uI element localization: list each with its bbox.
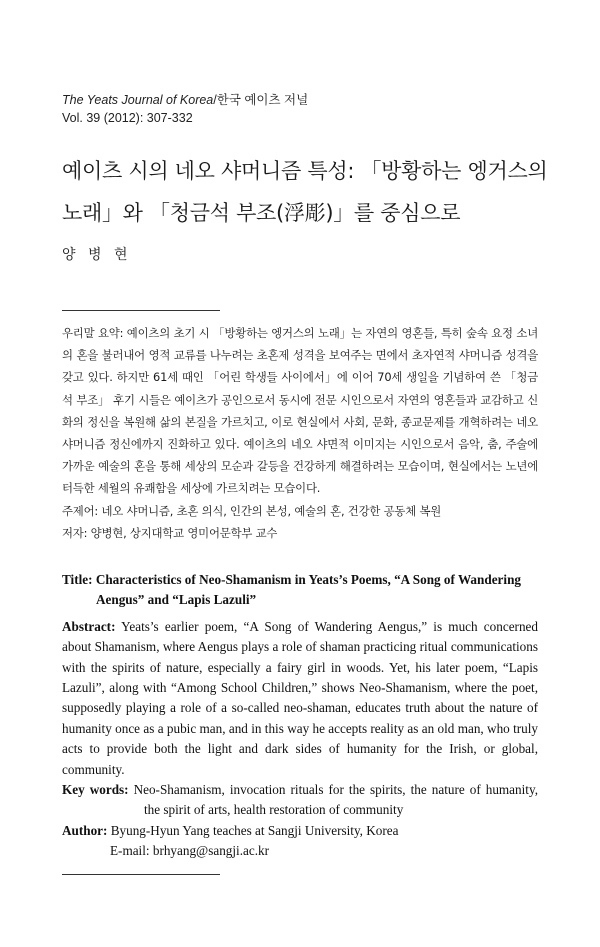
journal-name-ko: /한국 예이츠 저널 — [213, 93, 309, 107]
english-author-label: Author: — [62, 822, 108, 838]
paper-title-ko: 예이츠 시의 네오 샤머니즘 특성: 「방황하는 엥거스의 노래」와 「청금석 부조(浮彫)」를 중심으로 — [62, 159, 548, 225]
english-abstract-label: Abstract: — [62, 618, 116, 634]
journal-name-line — [62, 91, 308, 109]
divider-top — [62, 310, 220, 311]
english-keywords-text: Neo-Shamanism, invocation rituals for the spirits, the nature of humanity, the spirit of arts, health restoration of community — [128, 782, 538, 818]
english-email: E-mail: brhyang@sangji.ac.kr — [110, 843, 269, 859]
english-title-label: Title: — [62, 572, 93, 587]
english-keywords — [62, 780, 538, 821]
divider-bottom — [62, 874, 220, 875]
korean-summary-label: 우리말 요약: — [62, 326, 124, 340]
english-author — [62, 821, 538, 841]
english-title-text: Characteristics of Neo-Shamanism in Yeats’s Poems, “A Song of Wandering Aengus” and “Lapis Lazuli” — [92, 572, 521, 608]
english-keywords-label: Key words: — [62, 782, 129, 798]
korean-summary — [62, 322, 538, 500]
korean-author-text: 양병현, 상지대학교 영미어문학부 교수 — [87, 525, 278, 540]
english-title — [62, 570, 538, 611]
journal-header — [62, 91, 308, 127]
korean-keywords — [62, 500, 538, 522]
korean-author — [62, 522, 538, 544]
english-abstract-section — [62, 570, 538, 862]
english-abstract-text: Yeats’s earlier poem, “A Song of Wandering Aengus,” is much concerned about Shamanism, where Aengus plays a role of shaman practicing ritual communications with the spirits of nature, especially a fairy girl in woods. Yet, his later poem, “Lapis Lazuli”, along with “Among School Children,” shows Neo-Shamanism, where the poet, supposedly playing a role of a so-called neo-shaman, educates truth about the nature of humanity once as a pubic man, and in this way he accepts reality as an old man, who truly acts to provide both the light and dark sides of humanity for the Irish, or global, community. — [62, 618, 538, 777]
journal-name: The Yeats Journal of Korea — [62, 93, 214, 107]
journal-volume: Vol. 39 (2012): 307-332 — [62, 111, 193, 125]
korean-keywords-text: 네오 샤머니즘, 초혼 의식, 인간의 본성, 예술의 혼, 건강한 공동체 복원 — [98, 503, 442, 518]
english-author-text: Byung-Hyun Yang teaches at Sangji University, Korea — [107, 822, 399, 838]
english-abstract — [62, 617, 538, 780]
korean-keywords-label: 주제어: — [62, 503, 99, 518]
korean-author-label: 저자: — [62, 525, 88, 540]
korean-abstract — [62, 322, 538, 544]
author-name-ko: 양 병 현 — [62, 247, 132, 263]
korean-summary-text: 예이츠의 초기 시 「방황하는 엥거스의 노래」는 자연의 영혼들, 특히 숲속 요정 소녀의 혼을 불러내어 영적 교류를 나누려는 초혼제 성격을 보여주는 면에서 초자연적 샤머니즘 성격을 갖고 있다. 하지만 61세 때인 「어린 학생들 사이에서」에 이어 70세 생일을 기념하여 쓴 「청금석 부조」 후기 시들은 예이츠가 공인으로서 동시에 전문 시인으로서 자연의 영혼들과 교감하고 신화의 정신을 복원해 삶의 본질을 가르치고, 이로 현실에서 사회, 문화, 종교문제를 개혁하려는 네오 샤머니즘 정신에까지 진화하고 있다. 예이츠의 네오 샤면적 이미지는 시인으로서 음악, 춤, 주술에 가까운 예술의 혼을 통해 세상의 모순과 갈등을 건강하게 해결하려는 모습이며, 현실에서는 노년에 터득한 세월의 유쾌함을 세상에 가르치려는 모습이다. — [62, 326, 539, 496]
